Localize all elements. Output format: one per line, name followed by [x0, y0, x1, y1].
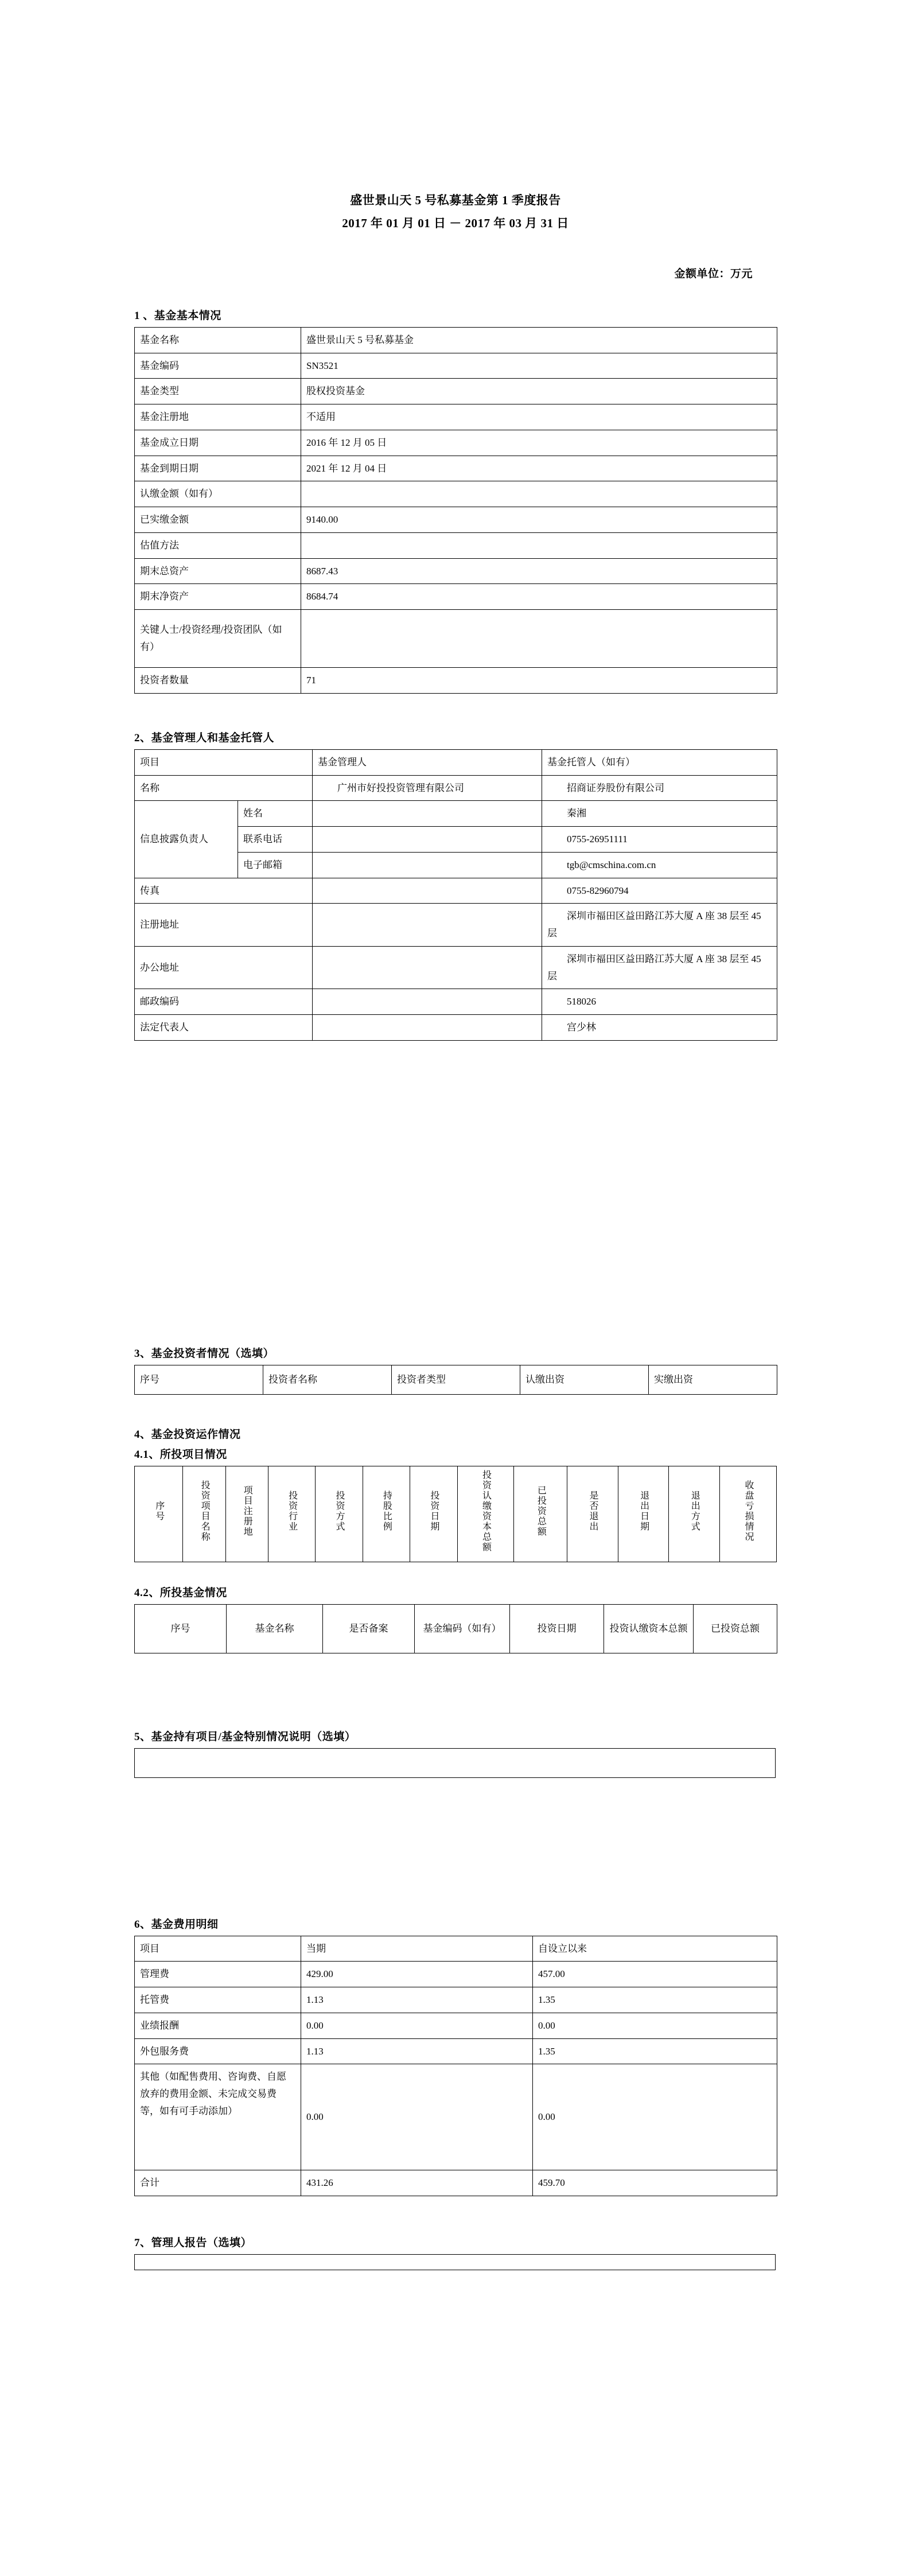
- row-value: 2021 年 12 月 04 日: [301, 456, 777, 481]
- row-label: 期末净资产: [135, 584, 301, 610]
- fund-fees-table: [134, 1936, 777, 2197]
- row-sublabel: 姓名: [238, 801, 313, 827]
- col-header-invest-date: 投资日期: [510, 1604, 604, 1653]
- table-row: [135, 404, 777, 430]
- table-row: [135, 1466, 777, 1562]
- col-header-project-regloc: 项目注册地: [225, 1466, 268, 1562]
- table-row: [135, 1604, 777, 1653]
- table-row: [135, 1987, 777, 2013]
- row-label: 投资者数量: [135, 668, 301, 694]
- manager-value: [313, 801, 542, 827]
- row-label: 基金注册地: [135, 404, 301, 430]
- table-row: [135, 878, 777, 904]
- row-value: [301, 532, 777, 558]
- invested-funds-body: [135, 1604, 777, 1653]
- row-label: 邮政编码: [135, 989, 313, 1015]
- row-label: 已实缴金额: [135, 507, 301, 533]
- section-4-heading: 4、基金投资运作情况: [134, 1428, 241, 1441]
- table-row: [135, 379, 777, 404]
- col-header-custodian: 基金托管人（如有）: [542, 749, 777, 775]
- custodian-name: 招商证券股份有限公司: [542, 775, 777, 801]
- manager-custodian-table: [134, 749, 777, 1041]
- col-header-industry: 投资行业: [268, 1466, 315, 1562]
- section-6-heading: 6、基金费用明细: [134, 1918, 219, 1931]
- row-value: 71: [301, 668, 777, 694]
- fee-since-value: 0.00: [533, 2064, 777, 2170]
- table-row: [135, 1015, 777, 1041]
- manager-value: [313, 878, 542, 904]
- fee-current-value: 431.26: [301, 2170, 533, 2196]
- table-row: [135, 327, 777, 353]
- row-value: 2016 年 12 月 05 日: [301, 430, 777, 456]
- fee-since-value: 459.70: [533, 2170, 777, 2196]
- custodian-value: 宫少林: [542, 1015, 777, 1041]
- page-spacer: [134, 1653, 777, 1722]
- custodian-value: 深圳市福田区益田路江苏大厦 A 座 38 层至 45 层: [542, 904, 777, 947]
- custodian-value: 0755-26951111: [542, 827, 777, 853]
- fund-fees-body: [135, 1936, 777, 2196]
- section-2-heading: 2、基金管理人和基金托管人: [134, 731, 275, 744]
- col-header-manager: 基金管理人: [313, 749, 542, 775]
- table-row: [135, 353, 777, 379]
- fee-since-value: 0.00: [533, 2013, 777, 2038]
- table-row: [135, 749, 777, 775]
- col-header-seq: 序号: [135, 1604, 227, 1653]
- table-row: [135, 558, 777, 584]
- invested-projects-table: [134, 1466, 777, 1562]
- table-row: [135, 904, 777, 947]
- row-label: 办公地址: [135, 946, 313, 989]
- manager-value: [313, 852, 542, 878]
- document-content: [134, 0, 777, 2270]
- table-row: [135, 2038, 777, 2064]
- manager-report-box[interactable]: [134, 2254, 776, 2270]
- row-value: SN3521: [301, 353, 777, 379]
- col-header-exit-date: 退出日期: [618, 1466, 669, 1562]
- fee-item-label: 外包服务费: [135, 2038, 301, 2064]
- custodian-value: 0755-82960794: [542, 878, 777, 904]
- col-header-investor-name: 投资者名称: [263, 1365, 392, 1394]
- col-header-seq: 序号: [135, 1466, 183, 1562]
- row-value: [301, 481, 777, 507]
- manager-name: 广州市好投投资管理有限公司: [313, 775, 542, 801]
- fee-current-value: 1.13: [301, 1987, 533, 2013]
- table-row: [135, 481, 777, 507]
- table-row: [135, 532, 777, 558]
- col-header-since-inception: 自设立以来: [533, 1936, 777, 1962]
- table-row: [135, 430, 777, 456]
- invested-funds-table: [134, 1604, 777, 1653]
- table-row: [135, 989, 777, 1015]
- table-row: [135, 2170, 777, 2196]
- table-row: [135, 668, 777, 694]
- table-row: [135, 610, 777, 668]
- fund-basic-info-body: [135, 327, 777, 693]
- manager-custodian-body: [135, 749, 777, 1040]
- col-header-investor-type: 投资者类型: [392, 1365, 520, 1394]
- row-label: 基金编码: [135, 353, 301, 379]
- custodian-value: 518026: [542, 989, 777, 1015]
- investor-table: [134, 1365, 777, 1395]
- row-value: 8684.74: [301, 584, 777, 610]
- col-header-invested-total: 已投资总额: [514, 1466, 567, 1562]
- row-sublabel: 联系电话: [238, 827, 313, 853]
- section-7-heading: 7、管理人报告（选填）: [134, 2237, 252, 2250]
- fee-current-value: 1.13: [301, 2038, 533, 2064]
- row-sublabel: 电子邮箱: [238, 852, 313, 878]
- table-row: [135, 1365, 777, 1394]
- table-row: [135, 507, 777, 533]
- row-label: 认缴金额（如有）: [135, 481, 301, 507]
- table-row: [135, 775, 777, 801]
- table-row: [135, 1962, 777, 1987]
- col-header-subscribed-capital: 投资认缴资本总额: [604, 1604, 694, 1653]
- row-value: 不适用: [301, 404, 777, 430]
- manager-value: [313, 989, 542, 1015]
- col-header-current: 当期: [301, 1936, 533, 1962]
- col-header-invest-method: 投资方式: [316, 1466, 363, 1562]
- page-spacer: [134, 2196, 777, 2228]
- col-header-item: 项目: [135, 1936, 301, 1962]
- table-row: [135, 1936, 777, 1962]
- row-label: 估值方法: [135, 532, 301, 558]
- fee-item-label: 业绩报酬: [135, 2013, 301, 2038]
- fee-item-label: 合计: [135, 2170, 301, 2196]
- custodian-value: 深圳市福田区益田路江苏大厦 A 座 38 层至 45 层: [542, 946, 777, 989]
- col-header-fund-code: 基金编码（如有）: [415, 1604, 510, 1653]
- section-4-2-heading: 4.2、所投基金情况: [134, 1586, 227, 1599]
- fee-since-value: 1.35: [533, 2038, 777, 2064]
- row-value: 8687.43: [301, 558, 777, 584]
- fee-item-label: 托管费: [135, 1987, 301, 2013]
- investor-table-body: [135, 1365, 777, 1394]
- row-label: 关键人士/投资经理/投资团队（如有）: [135, 610, 301, 668]
- row-label: 期末总资产: [135, 558, 301, 584]
- document-subtitle: 2017 年 01 月 01 日 － 2017 年 03 月 31 日: [342, 216, 569, 230]
- col-header-closing-loss: 收盘亏损情况: [720, 1466, 777, 1562]
- manager-value: [313, 904, 542, 947]
- custodian-value: 秦湘: [542, 801, 777, 827]
- col-header-seq: 序号: [135, 1365, 263, 1394]
- col-header-item: 项目: [135, 749, 313, 775]
- section-5-heading: 5、基金持有项目/基金特别情况说明（选填）: [134, 1730, 356, 1743]
- col-header-exited: 是否退出: [567, 1466, 618, 1562]
- fund-basic-info-table: [134, 327, 777, 694]
- row-label-name: 名称: [135, 775, 313, 801]
- col-header-subscribed: 认缴出资: [520, 1365, 649, 1394]
- fee-item-label: 其他（如配售费用、咨询费、自愿放弃的费用金额、未完成交易费等，如有可手动添加）: [135, 2064, 301, 2170]
- fee-item-label: 管理费: [135, 1962, 301, 1987]
- row-label: 基金成立日期: [135, 430, 301, 456]
- col-header-filed: 是否备案: [323, 1604, 415, 1653]
- row-value: 9140.00: [301, 507, 777, 533]
- row-label: 法定代表人: [135, 1015, 313, 1041]
- table-row: [135, 2013, 777, 2038]
- col-header-subscribed-capital: 投资认缴资本总额: [457, 1466, 514, 1562]
- row-label-discloser: 信息披露负责人: [135, 801, 238, 878]
- fee-current-value: 429.00: [301, 1962, 533, 1987]
- row-label: 传真: [135, 878, 313, 904]
- fee-current-value: 0.00: [301, 2013, 533, 2038]
- col-header-exit-method: 退出方式: [669, 1466, 720, 1562]
- document-title: 盛世景山天 5 号私募基金第 1 季度报告: [350, 193, 561, 207]
- row-value: 股权投资基金: [301, 379, 777, 404]
- row-label: 基金类型: [135, 379, 301, 404]
- row-value: [301, 610, 777, 668]
- row-value: 盛世景山天 5 号私募基金: [301, 327, 777, 353]
- manager-value: [313, 827, 542, 853]
- table-row: [135, 2064, 777, 2170]
- col-header-invested-total: 已投资总额: [694, 1604, 777, 1653]
- section-4-1-heading: 4.1、所投项目情况: [134, 1448, 227, 1461]
- col-header-project-name: 投资项目名称: [183, 1466, 225, 1562]
- section-1-heading: 1 、基金基本情况: [134, 309, 221, 322]
- col-header-stake-ratio: 持股比例: [363, 1466, 410, 1562]
- manager-value: [313, 946, 542, 989]
- table-row: [135, 946, 777, 989]
- col-header-fund-name: 基金名称: [227, 1604, 323, 1653]
- row-label: 基金到期日期: [135, 456, 301, 481]
- col-header-invest-date: 投资日期: [410, 1466, 457, 1562]
- section-3-heading: 3、基金投资者情况（选填）: [134, 1347, 275, 1360]
- col-header-paid: 实缴出资: [649, 1365, 777, 1394]
- manager-value: [313, 1015, 542, 1041]
- table-row: [135, 801, 777, 827]
- row-label: 注册地址: [135, 904, 313, 947]
- table-row: [135, 584, 777, 610]
- table-row: [135, 456, 777, 481]
- fee-current-value: 0.00: [301, 2064, 533, 2170]
- amount-unit-note: 金额单位：万元: [674, 267, 753, 280]
- page-spacer: [134, 1778, 777, 1910]
- custodian-value: tgb@cmschina.com.cn: [542, 852, 777, 878]
- row-label: 基金名称: [135, 327, 301, 353]
- fee-since-value: 457.00: [533, 1962, 777, 1987]
- page-spacer: [134, 1041, 777, 1339]
- fee-since-value: 1.35: [533, 1987, 777, 2013]
- special-notes-box[interactable]: [134, 1748, 776, 1778]
- invested-projects-body: [135, 1466, 777, 1562]
